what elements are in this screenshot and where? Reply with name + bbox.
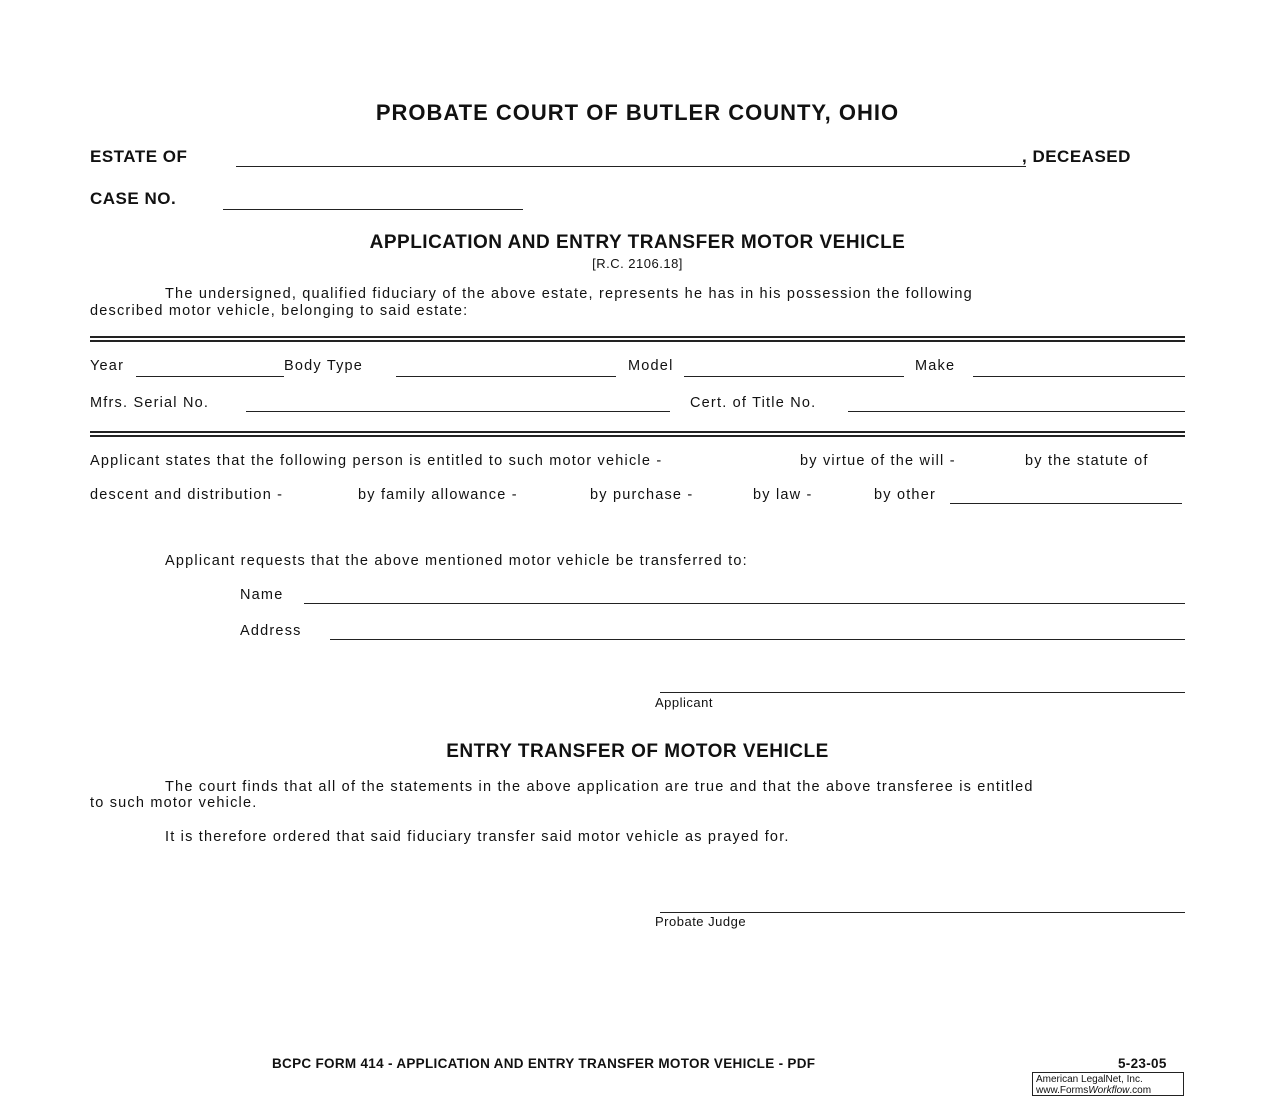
- year-label: Year: [90, 358, 125, 374]
- body-type-field[interactable]: [396, 376, 616, 377]
- statute-reference: [R.C. 2106.18]: [592, 256, 683, 271]
- transferee-address-field[interactable]: [330, 639, 1185, 640]
- applicant-signature-line[interactable]: [660, 692, 1185, 693]
- finding-text-line2: to such motor vehicle.: [90, 795, 258, 811]
- divider-top-2: [90, 340, 1185, 342]
- applicant-signature-label: Applicant: [655, 695, 713, 710]
- estate-field[interactable]: [236, 166, 1026, 167]
- finding-text-line1: The court finds that all of the statements in the above application are true and that the above transferee is entitled: [165, 779, 1034, 795]
- serial-number-field[interactable]: [246, 411, 670, 412]
- order-text: It is therefore ordered that said fiduciary transfer said motor vehicle as prayed for.: [165, 829, 790, 845]
- entry-title: ENTRY TRANSFER OF MOTOR VEHICLE: [446, 741, 829, 762]
- transferee-name-field[interactable]: [304, 603, 1185, 604]
- make-field[interactable]: [973, 376, 1185, 377]
- transferee-address-label: Address: [240, 623, 302, 639]
- serial-number-label: Mfrs. Serial No.: [90, 395, 210, 411]
- option-family-allowance[interactable]: by family allowance -: [358, 487, 518, 503]
- option-by-will[interactable]: by virtue of the will -: [800, 453, 956, 469]
- publisher-badge: [1032, 1072, 1184, 1096]
- publisher-url-part2: Workflow: [1088, 1085, 1130, 1096]
- entitlement-statement: Applicant states that the following person is entitled to such motor vehicle -: [90, 453, 663, 469]
- transfer-request-text: Applicant requests that the above mentioned motor vehicle be transferred to:: [165, 553, 748, 569]
- title-number-label: Cert. of Title No.: [690, 395, 817, 411]
- publisher-name: American LegalNet, Inc.: [1036, 1074, 1143, 1085]
- publisher-url: [1036, 1085, 1180, 1096]
- option-descent-distribution[interactable]: descent and distribution -: [90, 487, 284, 503]
- divider-bottom-2: [90, 435, 1185, 437]
- case-number-field[interactable]: [223, 209, 523, 210]
- publisher-url-part1: www.Forms: [1036, 1085, 1089, 1096]
- estate-label: ESTATE OF: [90, 147, 188, 166]
- option-by-statute[interactable]: by the statute of: [1025, 453, 1149, 469]
- application-title: APPLICATION AND ENTRY TRANSFER MOTOR VEHICLE: [369, 232, 906, 253]
- other-field[interactable]: [950, 503, 1182, 504]
- option-purchase[interactable]: by purchase -: [590, 487, 694, 503]
- judge-signature-line[interactable]: [660, 912, 1185, 913]
- case-label: CASE NO.: [90, 189, 177, 208]
- publisher-url-part3: .com: [1129, 1085, 1152, 1096]
- court-title: PROBATE COURT OF BUTLER COUNTY, OHIO: [375, 100, 900, 125]
- form-date: 5-23-05: [1118, 1056, 1167, 1071]
- transferee-name-label: Name: [240, 587, 284, 603]
- title-number-field[interactable]: [848, 411, 1185, 412]
- option-by-law[interactable]: by law -: [753, 487, 813, 503]
- divider-bottom-1: [90, 431, 1185, 433]
- model-label: Model: [628, 358, 674, 374]
- year-field[interactable]: [136, 376, 284, 377]
- judge-signature-label: Probate Judge: [655, 914, 747, 929]
- option-by-other[interactable]: by other: [874, 487, 936, 503]
- form-id: BCPC FORM 414 - APPLICATION AND ENTRY TRANSFER MOTOR VEHICLE - PDF: [272, 1056, 816, 1071]
- make-label: Make: [915, 358, 956, 374]
- body-type-label: Body Type: [284, 358, 364, 374]
- divider-top-1: [90, 336, 1185, 338]
- model-field[interactable]: [684, 376, 904, 377]
- intro-text-line2: described motor vehicle, belonging to said estate:: [90, 303, 469, 319]
- intro-text-line1: The undersigned, qualified fiduciary of the above estate, represents he has in his possession the following: [165, 286, 973, 302]
- deceased-label: , DECEASED: [1022, 147, 1131, 166]
